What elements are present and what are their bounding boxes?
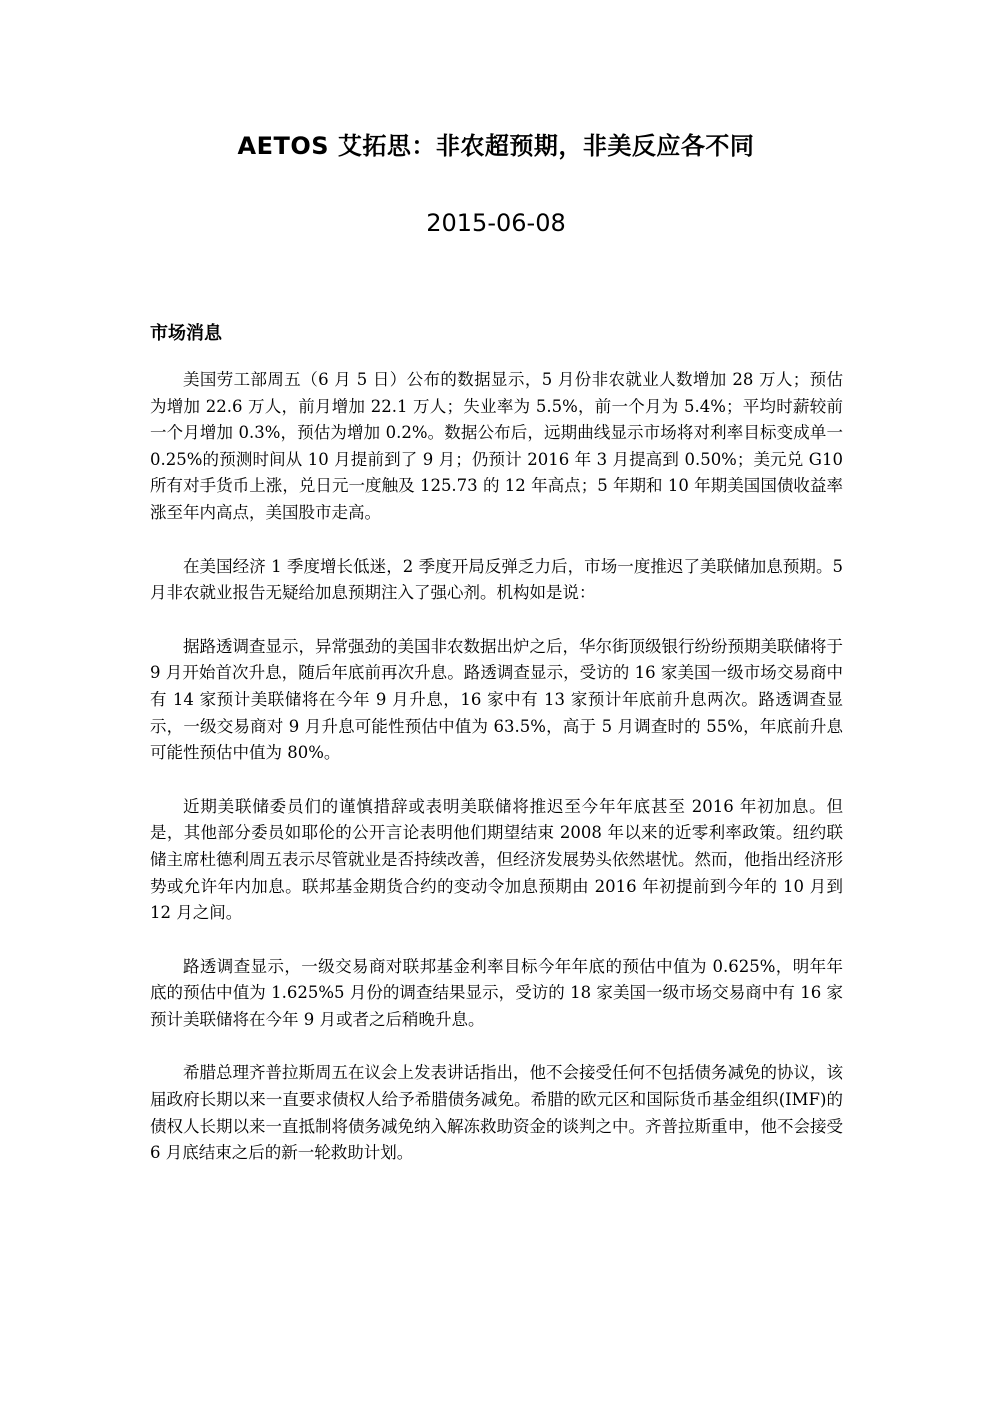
- document-date: 2015-06-08: [426, 209, 566, 237]
- paragraph-5: 路透调查显示，一级交易商对联邦基金利率目标今年年底的预估中值为 0.625%，明年年底的预估中值为 1.625%5 月份的调查结果显示，受访的 18 家美国一级市场交易商中有 16 家预计美联储将在今年 9 月或者之后稍晚升息。: [150, 956, 843, 1029]
- paragraph-3: 据路透调查显示，异常强劲的美国非农数据出炉之后，华尔街顶级银行纷纷预期美联储将于 9 月开始首次升息，随后年底前再次升息。路透调查显示，受访的 16 家美国一级市场交易商中有 14 家预计美联储将在今年 9 月升息，16 家中有 13 家预计年底前升息两次。路透调查显示，一级交易商对 9 月升息可能性预估中值为 63.5%，高于 5 月调查时的 55%，年底前升息可能性预估中值为 80%。: [150, 636, 843, 763]
- article-body: [150, 367, 843, 1194]
- paragraph-6: 希腊总理齐普拉斯周五在议会上发表讲话指出，他不会接受任何不包括债务减免的协议，该届政府长期以来一直要求债权人给予希腊债务减免。希腊的欧元区和国际货币基金组织(IMF)的债权人长期以来一直抵制将债务减免纳入解冻救助资金的谈判之中。齐普拉斯重申，他不会接受 6 月底结束之后的新一轮救助计划。: [150, 1063, 843, 1163]
- document-title: AETOS 艾拓思：非农超预期，非美反应各不同: [237, 132, 755, 160]
- paragraph-2: 在美国经济 1 季度增长低迷，2 季度开局反弹乏力后，市场一度推迟了美联储加息预期。5 月非农就业报告无疑给加息预期注入了强心剂。机构如是说：: [150, 556, 843, 603]
- paragraph-1: 美国劳工部周五（6 月 5 日）公布的数据显示，5 月份非农就业人数增加 28 万人；预估为增加 22.6 万人，前月增加 22.1 万人；失业率为 5.5%，前一个月为 5.4%；平均时薪较前一个月增加 0.3%，预估为增加 0.2%。数据公布后，远期曲线显示市场将对利率目标变成单一 0.25%的预测时间从 10 月提前到了 9 月；仍预计 2016 年 3 月提高到 0.50%；美元兑 G10 所有对手货币上涨，兑日元一度触及 125.73 的 12 年高点；5 年期和 10 年期美国国债收益率涨至年内高点，美国股市走高。: [150, 370, 843, 522]
- paragraph-4: 近期美联储委员们的谨慎措辞或表明美联储将推迟至今年年底甚至 2016 年初加息。但是，其他部分委员如耶伦的公开言论表明他们期望结束 2008 年以来的近零利率政策。纽约联储主席杜德利周五表示尽管就业是否持续改善，但经济发展势头依然堪忧。然而，他指出经济形势或允许年内加息。联邦基金期货合约的变动令加息预期由 2016 年初提前到今年的 10 月到 12 月之间。: [150, 796, 843, 923]
- section-heading: 市场消息: [150, 323, 222, 344]
